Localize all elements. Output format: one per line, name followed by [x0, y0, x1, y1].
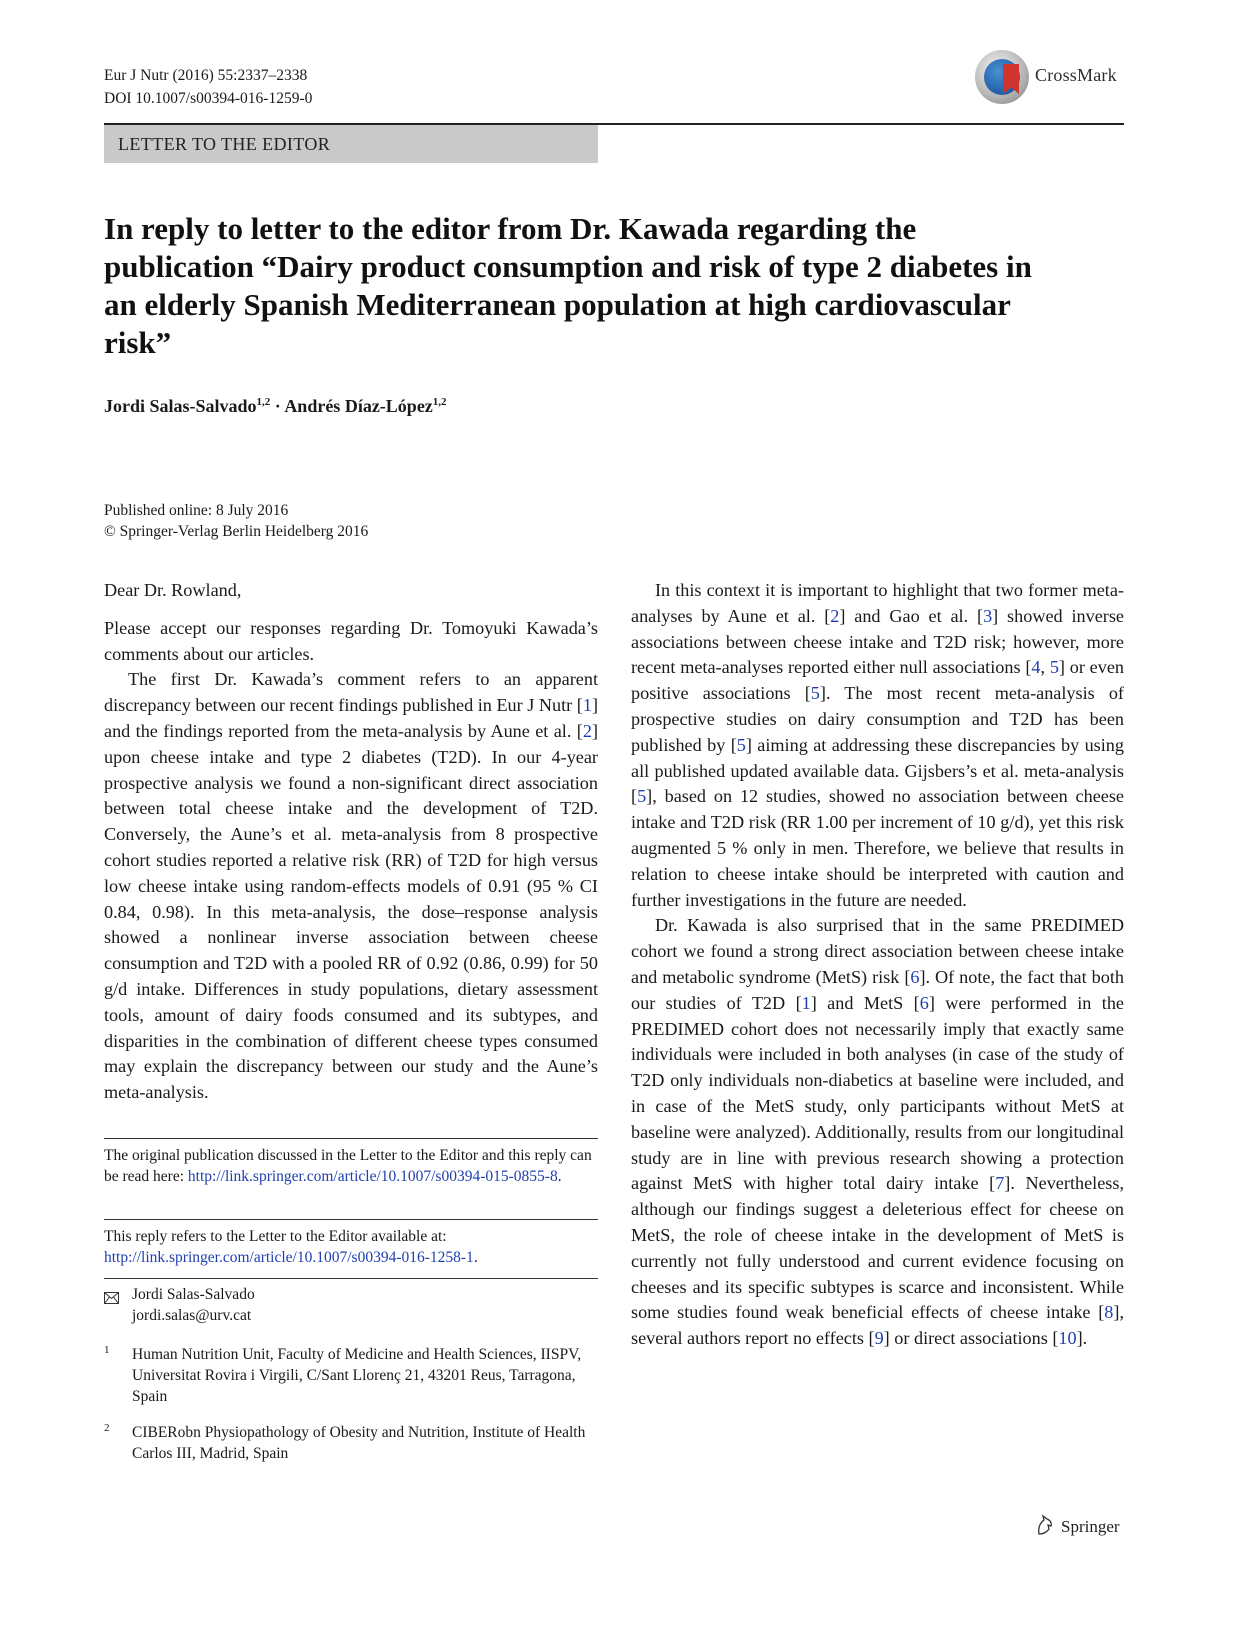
footnote-divider	[104, 1219, 598, 1220]
author-name: Andrés Díaz-López	[284, 396, 433, 416]
corresponding-author	[104, 1284, 598, 1328]
body-column-right	[631, 578, 1124, 1352]
springer-horse-icon	[1035, 1514, 1055, 1536]
publisher-name: Springer	[1061, 1517, 1120, 1536]
affiliation	[104, 1344, 598, 1408]
citation-link[interactable]: 6	[910, 966, 920, 987]
section-tag	[104, 125, 598, 163]
journal-citation	[104, 64, 312, 110]
salutation: Dear Dr. Rowland,	[104, 580, 242, 600]
section-label: LETTER TO THE EDITOR	[118, 134, 331, 154]
affiliation	[104, 1422, 598, 1466]
crossmark-icon	[975, 50, 1029, 104]
crossmark-badge[interactable]	[975, 50, 1125, 106]
author-separator: ·	[270, 396, 285, 416]
footnote-divider	[104, 1278, 598, 1279]
affiliation-number: 1	[104, 1344, 110, 1356]
citation-link[interactable]: 5	[1049, 657, 1059, 678]
citation-link[interactable]: 7	[995, 1173, 1005, 1194]
author-line	[104, 396, 447, 417]
citation-link[interactable]: 5	[810, 683, 820, 704]
citation-link[interactable]: 2	[830, 605, 840, 626]
crossmark-label: CrossMark	[1035, 65, 1117, 85]
paragraph: The first Dr. Kawada’s comment refers to an apparent discrepancy between our recent findings published in Eur J Nutr [1] and the findings reported from the meta-analysis by Aune et al. [2] upon cheese intake and type 2 diabetes (T2D). In our 4-year prospective analysis we found a non-significant direct association between total cheese intake and the development of T2D. Conversely, the Aune’s et al. meta-analysis from 8 prospective cohort studies reported a relative risk (RR) of T2D for high versus low cheese intake using random-effects models of 0.91 (95 % CI 0.84, 0.98). In this meta-analysis, the dose–response analysis showed a nonlinear inverse association between cheese consumption and T2D with a pooled RR of 0.92 (0.86, 0.99) for 50 g/d intake. Differences in study populations, dietary assessment tools, amount of dairy foods consumed and its subtypes, and disparities in the combination of different cheese types consumed may explain the discrepancy between our study and the Aune’s meta-analysis.	[104, 669, 598, 1103]
author-affiliation-marker: 1,2	[256, 396, 271, 408]
citation-link[interactable]: 3	[983, 605, 993, 626]
body-column-left	[104, 578, 598, 1106]
contact-name: Jordi Salas-Salvado	[132, 1286, 255, 1303]
citation-link[interactable]: 1	[582, 695, 592, 716]
footnote-original-publication: The original publication discussed in the Letter to the Editor and this reply can be read here: http://link.springer.com/article/10.1007/s00394-015-0855-8.	[104, 1147, 592, 1185]
footnote-divider	[104, 1138, 598, 1139]
publisher-logo	[1035, 1514, 1120, 1537]
citation-link[interactable]: 8	[1104, 1302, 1114, 1323]
author-affiliation-marker: 1,2	[432, 396, 447, 408]
citation-link[interactable]: 10	[1058, 1328, 1077, 1349]
citation-link[interactable]: 2	[582, 720, 592, 741]
citation-link[interactable]: 4	[1031, 657, 1041, 678]
paragraph: Please accept our responses regarding Dr. Tomoyuki Kawada’s comments about our articles.	[104, 617, 598, 664]
letter-to-editor-link[interactable]: http://link.springer.com/article/10.1007/s00394-016-1258-1	[104, 1249, 474, 1266]
envelope-icon	[104, 1289, 124, 1310]
published-date: Published online: 8 July 2016	[104, 502, 289, 519]
copyright-notice: © Springer-Verlag Berlin Heidelberg 2016	[104, 523, 369, 540]
contact-email[interactable]: jordi.salas@urv.cat	[132, 1307, 252, 1324]
citation-link[interactable]: 5	[736, 734, 746, 755]
doi-line: DOI 10.1007/s00394-016-1259-0	[104, 90, 313, 107]
author-name: Jordi Salas-Salvado	[104, 396, 257, 416]
citation-line: Eur J Nutr (2016) 55:2337–2338	[104, 67, 308, 84]
affiliation-text: CIBERobn Physiopathology of Obesity and Nutrition, Institute of Health Carlos III, Madrid, Spain	[132, 1424, 586, 1462]
original-publication-link[interactable]: http://link.springer.com/article/10.1007/s00394-015-0855-8	[187, 1168, 558, 1185]
citation-link[interactable]: 9	[874, 1328, 884, 1349]
affiliation-number: 2	[104, 1422, 110, 1434]
article-title: In reply to letter to the editor from Dr. Kawada regarding the publication “Dairy product consumption and risk of type 2 diabetes in an elderly Spanish Mediterranean population at high cardiovascular risk”	[104, 211, 1032, 360]
citation-link[interactable]: 6	[919, 992, 929, 1013]
affiliation-text: Human Nutrition Unit, Faculty of Medicine and Health Sciences, IISPV, Universitat Rovira i Virgili, C/Sant Llorenç 21, 43201 Reus, Tarragona, Spain	[132, 1346, 582, 1405]
citation-link[interactable]: 1	[801, 992, 811, 1013]
publication-info	[104, 500, 368, 542]
paragraph: In this context it is important to highlight that two former meta-analyses by Aune et al. [2] and Gao et al. [3] showed inverse associations between cheese intake and T2D risk; however, more recent meta-analyses reported either null associations [4, 5] or even positive associations [5]. The most recent meta-analysis of prospective studies on dairy consumption and T2D has been published by [5] aiming at addressing these discrepancies by using all published updated available data. Gijsbers’s et al. meta-analysis [5], based on 12 studies, showed no association between cheese intake and T2D risk (RR 1.00 per increment of 10 g/d), yet this risk augmented 5 % only in men. Therefore, we believe that results in relation to cheese intake should be interpreted with caution and further investigations in the future are needed.	[631, 580, 1125, 910]
paragraph: Dr. Kawada is also surprised that in the same PREDIMED cohort we found a strong direct association between cheese intake and metabolic syndrome (MetS) risk [6]. Of note, the fact that both our studies of T2D [1] and MetS [6] were performed in the PREDIMED cohort does not necessarily imply that exactly same individuals were included in both analyses (in case of the study of T2D only individuals non-diabetics at baseline were included, and in case of the MetS study, only participants without MetS at baseline were analyzed). Additionally, results from our longitudinal study are in line with previous research showing a protection against MetS with higher total dairy intake [7]. Nevertheless, although our findings suggest a deleterious effect for cheese on MetS, the role of cheese intake in the development of MetS is currently not fully understood and current evidence focusing on cheeses and its specific subtypes is scarce and inconsistent. While some studies found weak beneficial effects of cheese intake [8], several authors report no effects [9] or direct associations [10].	[631, 915, 1124, 1349]
citation-link[interactable]: 5	[637, 786, 647, 807]
footnote-letter-reference: This reply refers to the Letter to the Editor available at: http://link.springer.com/article/10.1007/s00394-016-1258-1.	[104, 1228, 478, 1266]
